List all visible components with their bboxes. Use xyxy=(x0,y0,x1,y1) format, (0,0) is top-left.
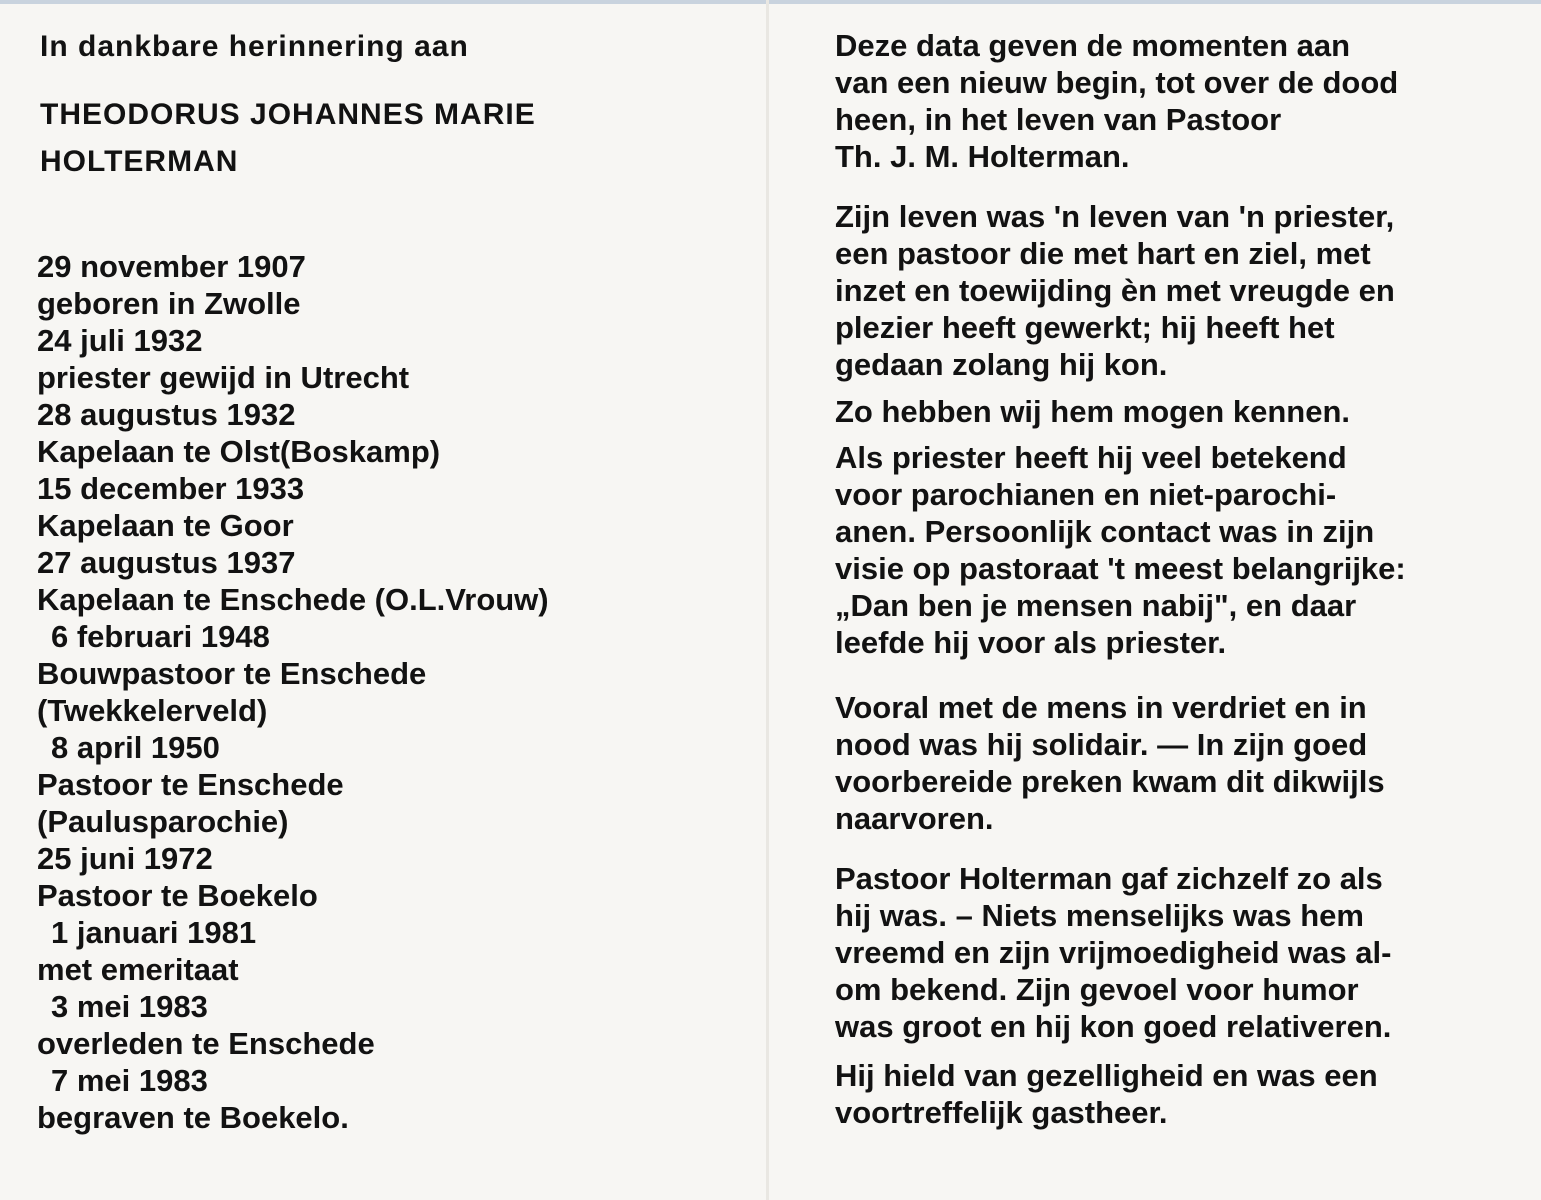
timeline-event: (Paulusparochie) xyxy=(37,804,289,839)
text-line: een pastoor die met hart en ziel, met xyxy=(835,236,1371,271)
timeline-event: geboren in Zwolle xyxy=(37,286,301,321)
text-line: vreemd en zijn vrijmoedigheid was al- xyxy=(835,935,1392,970)
timeline-event: overleden te Enschede xyxy=(37,1026,375,1061)
text-line: van een nieuw begin, tot over de dood xyxy=(835,65,1399,100)
timeline-event: (Twekkelerveld) xyxy=(37,693,268,728)
text-line: hij was. – Niets menselijks was hem xyxy=(835,898,1364,933)
text-line: Vooral met de mens in verdriet en in xyxy=(835,690,1367,725)
timeline-date: 29 november 1907 xyxy=(37,249,306,284)
text-line: heen, in het leven van Pastoor xyxy=(835,102,1282,137)
text-line: plezier heeft gewerkt; hij heeft het xyxy=(835,310,1335,345)
text-line: Hij hield van gezelligheid en was een xyxy=(835,1058,1378,1093)
timeline-date: 1 januari 1981 xyxy=(51,915,257,950)
timeline-date: 8 april 1950 xyxy=(51,730,220,765)
timeline-event: Pastoor te Enschede xyxy=(37,767,344,802)
timeline-date: 15 december 1933 xyxy=(37,471,305,506)
timeline-date: 6 februari 1948 xyxy=(51,619,270,654)
text-line: visie op pastoraat 't meest belangrijke: xyxy=(835,551,1406,586)
text-line: Pastoor Holterman gaf zichzelf zo als xyxy=(835,861,1383,896)
paragraph-intro xyxy=(835,27,1497,175)
timeline-event: begraven te Boekelo. xyxy=(37,1100,349,1135)
timeline-event: Kapelaan te Goor xyxy=(37,508,294,543)
timeline-date: 28 augustus 1932 xyxy=(37,397,296,432)
text-line: Zo hebben wij hem mogen kennen. xyxy=(835,394,1350,429)
memorial-intro: In dankbare herinnering aan xyxy=(40,30,469,63)
paragraph-character xyxy=(835,860,1497,1045)
paragraph-host xyxy=(835,1057,1497,1131)
paragraph-priest-life xyxy=(835,198,1497,383)
timeline-event: priester gewijd in Utrecht xyxy=(37,360,410,395)
name-line: HOLTERMAN xyxy=(40,145,239,178)
text-line: nood was hij solidair. — In zijn goed xyxy=(835,727,1368,762)
timeline-date: 3 mei 1983 xyxy=(51,989,208,1024)
text-line: was groot en hij kon goed relativeren. xyxy=(835,1009,1392,1044)
deceased-name xyxy=(40,91,536,185)
text-line: Th. J. M. Holterman. xyxy=(835,139,1130,174)
text-line: Als priester heeft hij veel betekend xyxy=(835,440,1347,475)
text-line: naarvoren. xyxy=(835,801,994,836)
life-timeline xyxy=(37,248,549,1136)
text-line: om bekend. Zijn gevoel voor humor xyxy=(835,972,1359,1007)
timeline-date: 25 juni 1972 xyxy=(37,841,213,876)
timeline-event: Kapelaan te Enschede (O.L.Vrouw) xyxy=(37,582,549,617)
timeline-date: 27 augustus 1937 xyxy=(37,545,296,580)
top-edge-strip xyxy=(0,0,1541,4)
text-line: „Dan ben je mensen nabij", en daar xyxy=(835,588,1357,623)
text-line: Deze data geven de momenten aan xyxy=(835,28,1351,63)
timeline-event: Bouwpastoor te Enschede xyxy=(37,656,427,691)
name-line: THEODORUS JOHANNES MARIE xyxy=(40,98,536,131)
text-line: Zijn leven was 'n leven van 'n priester, xyxy=(835,199,1395,234)
timeline-event: Kapelaan te Olst(Boskamp) xyxy=(37,434,441,469)
text-line: voor parochianen en niet-parochi- xyxy=(835,477,1337,512)
timeline-event: Pastoor te Boekelo xyxy=(37,878,318,913)
timeline-event: met emeritaat xyxy=(37,952,239,987)
text-line: inzet en toewijding èn met vreugde en xyxy=(835,273,1395,308)
text-line: anen. Persoonlijk contact was in zijn xyxy=(835,514,1375,549)
text-line: voorbereide preken kwam dit dikwijls xyxy=(835,764,1385,799)
card-fold-line xyxy=(766,0,769,1200)
text-line: leefde hij voor als priester. xyxy=(835,625,1227,660)
paragraph-knew-him xyxy=(835,393,1497,430)
text-line: gedaan zolang hij kon. xyxy=(835,347,1168,382)
timeline-date: 24 juli 1932 xyxy=(37,323,203,358)
text-line: voortreffelijk gastheer. xyxy=(835,1095,1168,1130)
paragraph-solidarity xyxy=(835,689,1497,837)
timeline-date: 7 mei 1983 xyxy=(51,1063,208,1098)
paragraph-as-priest xyxy=(835,439,1497,661)
